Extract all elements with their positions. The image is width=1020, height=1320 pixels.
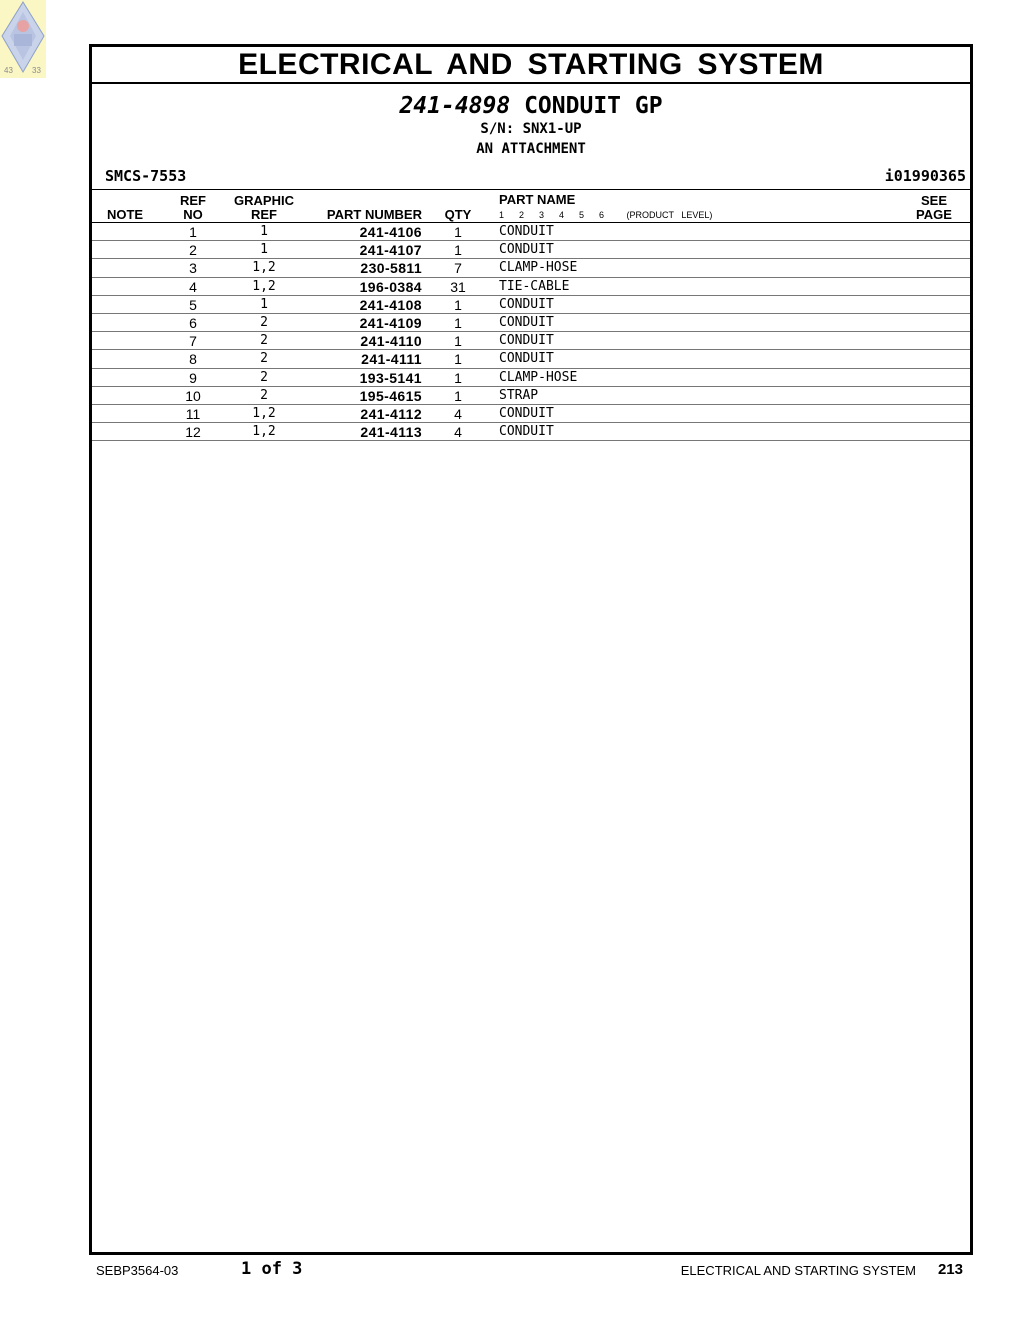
table-row <box>92 423 970 441</box>
table-row <box>92 241 970 259</box>
header-see-top: SEE <box>920 193 947 208</box>
row-ref-no: 5 <box>189 296 197 313</box>
row-qty: 4 <box>454 405 462 422</box>
footer-page-of: 1 of 3 <box>241 1259 303 1279</box>
row-ref-no: 10 <box>185 387 201 404</box>
row-part-number: 241-4106 <box>359 224 422 240</box>
row-graphic-ref: 2 <box>260 314 268 330</box>
row-ref-no: 8 <box>189 351 197 368</box>
row-part-number: 241-4108 <box>359 296 422 313</box>
parts-page-frame <box>89 44 973 1255</box>
row-ref-no: 6 <box>189 314 197 331</box>
header-graphic-ref <box>224 194 304 222</box>
row-ref-no: 2 <box>189 242 197 259</box>
row-graphic-ref: 1 <box>260 296 268 312</box>
row-part-number: 241-4113 <box>360 424 422 441</box>
footer-doc-number: SEBP3564-03 <box>96 1263 179 1278</box>
row-ref-no: 4 <box>189 278 197 295</box>
section-title: ELECTRICAL AND STARTING SYSTEM <box>238 48 824 81</box>
row-graphic-ref: 1,2 <box>252 260 276 276</box>
parts-table <box>92 189 970 441</box>
row-part-number: 230-5811 <box>360 260 422 277</box>
row-ref-no: 7 <box>189 333 197 350</box>
table-row <box>92 296 970 314</box>
table-row <box>92 332 970 350</box>
row-qty: 1 <box>454 314 462 331</box>
row-graphic-ref: 2 <box>260 369 268 385</box>
row-part-name: CLAMP-HOSE <box>499 369 578 385</box>
row-ref-no: 11 <box>185 405 201 422</box>
header-ref-bottom: NO <box>183 207 203 222</box>
row-part-name: TIE-CABLE <box>499 278 570 294</box>
smcs-code: SMCS-7553 <box>105 167 187 185</box>
row-graphic-ref: 1,2 <box>252 424 276 440</box>
table-row <box>92 278 970 296</box>
header-part-number: PART NUMBER <box>326 207 422 222</box>
illustration-id: i01990365 <box>884 167 966 185</box>
table-row <box>92 350 970 368</box>
row-part-name: CONDUIT <box>499 351 554 367</box>
row-qty: 1 <box>454 333 462 350</box>
footer-section: ELECTRICAL AND STARTING SYSTEM <box>680 1263 916 1278</box>
group-heading <box>92 93 970 119</box>
header-graphic-top: GRAPHIC <box>234 193 294 208</box>
group-part-number: 241-4898 <box>399 93 511 119</box>
row-graphic-ref: 1,2 <box>252 405 276 421</box>
row-part-number: 193-5141 <box>359 369 422 386</box>
table-row <box>92 369 970 387</box>
row-graphic-ref: 1 <box>260 224 268 239</box>
section-title-bar <box>92 47 970 84</box>
row-part-number: 195-4615 <box>359 387 422 404</box>
row-ref-no: 12 <box>185 424 201 441</box>
header-note: NOTE <box>106 207 144 222</box>
row-part-number: 241-4110 <box>360 333 422 350</box>
row-qty: 1 <box>454 224 462 240</box>
row-part-name: CONDUIT <box>499 424 554 440</box>
row-part-name: CONDUIT <box>499 242 554 258</box>
logo-right-number: 33 <box>32 66 41 75</box>
header-see-page <box>904 194 964 222</box>
row-part-name: CONDUIT <box>499 333 554 349</box>
row-graphic-ref: 1 <box>260 242 268 258</box>
row-part-number: 241-4111 <box>361 351 422 368</box>
row-ref-no: 1 <box>189 224 197 240</box>
row-graphic-ref: 2 <box>260 333 268 349</box>
header-graphic-bottom: REF <box>251 207 277 222</box>
header-see-bottom: PAGE <box>916 207 952 222</box>
row-part-number: 241-4109 <box>359 314 422 331</box>
row-qty: 1 <box>454 242 462 259</box>
row-qty: 7 <box>454 260 462 277</box>
table-header <box>92 189 970 223</box>
row-part-number: 241-4112 <box>360 405 422 422</box>
table-row <box>92 405 970 423</box>
row-qty: 1 <box>454 351 462 368</box>
table-row <box>92 259 970 277</box>
header-ref-top: REF <box>180 193 206 208</box>
publisher-logo-icon <box>0 0 46 78</box>
table-row <box>92 387 970 405</box>
row-part-name: CONDUIT <box>499 224 554 239</box>
row-part-number: 196-0384 <box>359 278 422 295</box>
row-part-name: CLAMP-HOSE <box>499 260 578 276</box>
row-qty: 1 <box>454 387 462 404</box>
header-qty: QTY <box>444 207 472 222</box>
header-part-name: PART NAME <box>499 192 576 207</box>
row-ref-no: 9 <box>189 369 197 386</box>
row-qty: 4 <box>454 424 462 441</box>
table-row <box>92 223 970 241</box>
row-part-name: CONDUIT <box>499 314 554 330</box>
row-graphic-ref: 1,2 <box>252 278 276 294</box>
row-qty: 31 <box>450 278 466 295</box>
row-part-name: CONDUIT <box>499 405 554 421</box>
header-ref-no <box>170 194 216 222</box>
attachment-label: AN ATTACHMENT <box>476 141 586 157</box>
table-body <box>92 223 970 441</box>
row-qty: 1 <box>454 369 462 386</box>
row-graphic-ref: 2 <box>260 387 268 403</box>
row-part-name: STRAP <box>499 387 539 403</box>
group-name: CONDUIT GP <box>524 93 663 119</box>
row-part-name: CONDUIT <box>499 296 554 312</box>
row-ref-no: 3 <box>189 260 197 277</box>
logo-left-number: 43 <box>4 66 13 75</box>
row-graphic-ref: 2 <box>260 351 268 367</box>
table-row <box>92 314 970 332</box>
header-product-levels: 1 2 3 4 5 6 (PRODUCT LEVEL) <box>499 210 713 220</box>
row-part-number: 241-4107 <box>359 242 422 259</box>
footer-page-number: 213 <box>937 1261 963 1278</box>
row-qty: 1 <box>454 296 462 313</box>
serial-number: S/N: SNX1-UP <box>480 121 582 137</box>
